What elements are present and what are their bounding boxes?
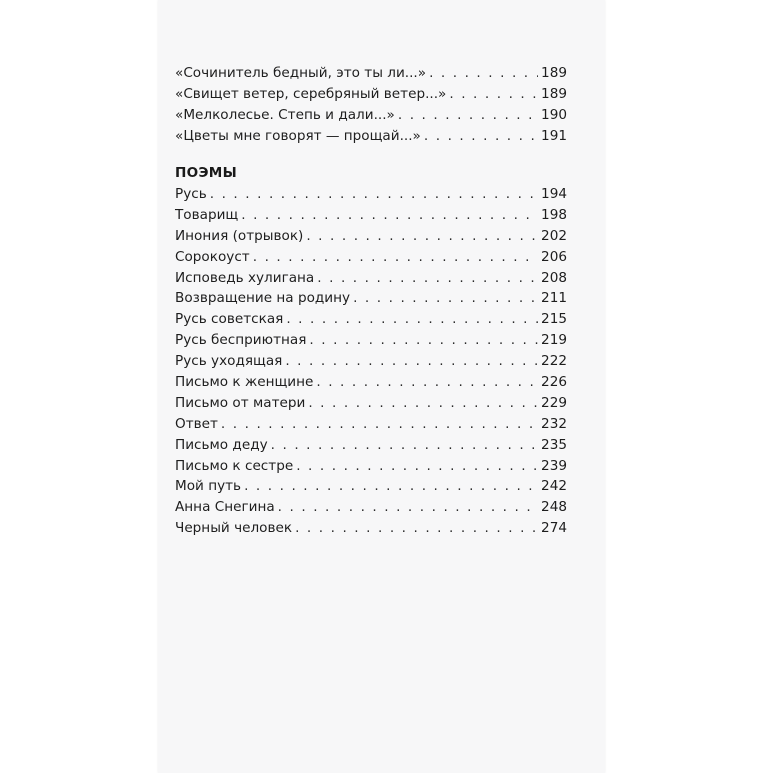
toc-entry-page-number: 248 [541, 499, 567, 516]
toc-entry-title: Мой путь [175, 478, 242, 495]
dot-leader [210, 184, 538, 205]
toc-entry-page-number: 242 [541, 478, 567, 495]
toc-poems-list [175, 184, 567, 539]
toc-entry [175, 84, 567, 105]
toc-entry-title: Сорокоуст [175, 248, 250, 265]
toc-entry [175, 372, 567, 393]
toc-entry [175, 126, 567, 147]
dot-leader [244, 476, 538, 497]
toc-entry [175, 105, 567, 126]
dot-leader [309, 330, 538, 351]
section-heading-poems: ПОЭМЫ [175, 165, 238, 181]
dot-leader [271, 435, 538, 456]
toc-entry-page-number: 189 [541, 65, 567, 81]
toc-entry [175, 351, 567, 372]
toc-entry [175, 288, 567, 309]
dot-leader [253, 247, 538, 268]
dot-leader [221, 414, 538, 435]
dot-leader [429, 63, 538, 84]
dot-leader [241, 205, 538, 226]
toc-entry [175, 247, 567, 268]
toc-entry [175, 414, 567, 435]
dot-leader [308, 393, 538, 414]
dot-leader [306, 226, 538, 247]
toc-entry [175, 309, 567, 330]
toc-entry [175, 497, 567, 518]
toc-entry [175, 476, 567, 497]
toc-entry-title: «Сочинитель бедный, это ты ли...» [175, 65, 427, 81]
toc-entry-page-number: 274 [541, 520, 567, 537]
toc-entry-title: Инония (отрывок) [175, 227, 304, 244]
toc-entry-page-number: 226 [541, 374, 567, 391]
toc-entry [175, 330, 567, 351]
toc-entry [175, 268, 567, 289]
toc-entry-title: «Свищет ветер, серебряный ветер...» [175, 85, 447, 102]
toc-entry-title: Анна Снегина [175, 499, 275, 516]
toc-entry-page-number: 194 [541, 186, 567, 202]
toc-entry-title: Русь бесприютная [175, 332, 307, 349]
dot-leader [285, 351, 538, 372]
toc-top-list [175, 63, 567, 147]
toc-entry-title: «Цветы мне говорят — прощай...» [175, 127, 421, 144]
toc-entry [175, 63, 567, 84]
toc-entry [175, 184, 567, 205]
toc-entry-title: Письмо к женщине [175, 374, 314, 391]
toc-entry-page-number: 222 [541, 353, 567, 370]
toc-entry-title: «Мелколесье. Степь и дали...» [175, 106, 395, 123]
dot-leader [353, 288, 538, 309]
toc-entry-title: Русь советская [175, 311, 284, 328]
toc-entry-title: Письмо от матери [175, 394, 306, 411]
toc-entry-title: Исповедь хулигана [175, 269, 315, 286]
toc-entry-page-number: 235 [541, 436, 567, 453]
toc-entry-page-number: 239 [541, 457, 567, 474]
toc-entry-title: Письмо деду [175, 436, 268, 453]
toc-entry-title: Черный человек [175, 520, 293, 537]
toc-entry-page-number: 190 [541, 106, 567, 123]
toc-entry-page-number: 232 [541, 415, 567, 432]
toc-entry [175, 226, 567, 247]
toc-entry [175, 435, 567, 456]
toc-entry-page-number: 208 [541, 269, 567, 286]
dot-leader [278, 497, 538, 518]
toc-entry-page-number: 206 [541, 248, 567, 265]
toc-poems-section [175, 162, 567, 539]
dot-leader [286, 309, 538, 330]
dot-leader [295, 518, 538, 539]
dot-leader [296, 456, 538, 477]
toc-entry-title: Товарищ [175, 206, 239, 223]
toc-entry-page-number: 229 [541, 394, 567, 411]
toc-entry [175, 518, 567, 539]
toc-entry [175, 393, 567, 414]
toc-entry [175, 456, 567, 477]
toc-entry-page-number: 202 [541, 227, 567, 244]
toc-entry-page-number: 198 [541, 206, 567, 223]
toc-entry-title: Возвращение на родину [175, 290, 351, 307]
toc-entry-title: Русь уходящая [175, 353, 283, 370]
dot-leader [316, 372, 538, 393]
toc-entry-page-number: 211 [541, 290, 567, 307]
toc-entry-page-number: 219 [541, 332, 567, 349]
dot-leader [424, 126, 538, 147]
toc-entry [175, 205, 567, 226]
dot-leader [317, 268, 538, 289]
toc-entry-title: Ответ [175, 415, 218, 432]
toc-entry-title: Письмо к сестре [175, 457, 294, 474]
dot-leader [449, 84, 538, 105]
toc-entry-page-number: 189 [541, 85, 567, 102]
dot-leader [398, 105, 538, 126]
toc-entry-page-number: 215 [541, 311, 567, 328]
toc-entry-title: Русь [175, 186, 207, 202]
toc-entry-page-number: 191 [541, 127, 567, 144]
